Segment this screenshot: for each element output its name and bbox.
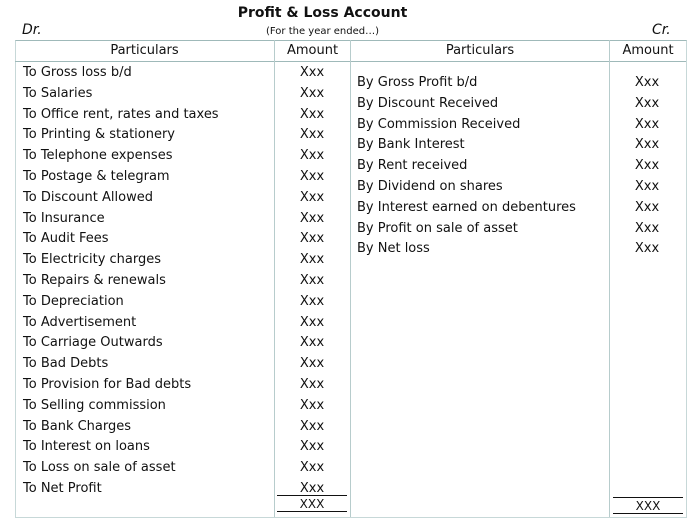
ledger-particular: To Repairs & renewals — [23, 273, 166, 288]
ledger-amount: Xxx — [299, 335, 325, 351]
ledger-amount: Xxx — [299, 439, 325, 455]
ledger-particular: By Profit on sale of asset — [357, 220, 518, 236]
ledger-particular: To Advertisement — [23, 314, 137, 330]
account-title: Profit & Loss Account — [237, 5, 408, 21]
ledger-particular: To Carriage Outwards — [23, 335, 163, 351]
ledger-particular: To Salaries — [23, 85, 93, 101]
left-particulars-header: Particulars — [110, 43, 179, 58]
ledger-amount: Xxx — [299, 397, 325, 413]
ledger-particular: To Postage & telegram — [23, 169, 170, 184]
debit-total: XXX — [299, 497, 325, 511]
debit-side-label: Dr. — [22, 22, 42, 38]
ledger-amount: Xxx — [299, 356, 325, 372]
column-divider-2 — [350, 40, 351, 517]
ledger-particular: By Net loss — [357, 241, 430, 257]
credit-total-bottom-rule — [613, 513, 683, 514]
ledger-particular: To Provision for Bad debts — [23, 377, 192, 392]
ledger-amount: Xxx — [634, 241, 660, 257]
ledger-particular: To Gross loss b/d — [23, 65, 132, 80]
ledger-particular: To Bank Charges — [23, 418, 132, 434]
credit-side-label: Cr. — [652, 22, 671, 38]
ledger-amount: Xxx — [299, 127, 325, 143]
ledger-particular: By Gross Profit b/d — [357, 75, 478, 90]
ledger-particular: To Insurance — [23, 210, 105, 226]
ledger-particular: By Commission Received — [357, 116, 521, 132]
ledger-particular: By Bank Interest — [357, 137, 465, 153]
ledger-particular: To Discount Allowed — [23, 189, 153, 205]
right-particulars-header: Particulars — [445, 43, 515, 58]
credit-total-top-rule — [613, 497, 683, 498]
ledger-amount: Xxx — [299, 460, 325, 476]
ledger-particular: To Loss on sale of asset — [23, 460, 176, 476]
ledger-particular: To Selling commission — [23, 397, 166, 413]
ledger-amount: Xxx — [299, 106, 325, 122]
ledger-amount: Xxx — [299, 377, 325, 392]
ledger-particular: To Electricity charges — [23, 252, 162, 268]
debit-total-top-rule — [277, 495, 347, 496]
ledger-amount: Xxx — [634, 137, 660, 153]
ledger-amount: Xxx — [634, 158, 660, 174]
credit-total: XXX — [635, 499, 661, 513]
debit-total-bottom-rule — [277, 511, 347, 512]
ledger-particular: To Office rent, rates and taxes — [23, 106, 219, 122]
ledger-particular: To Printing & stationery — [23, 127, 176, 143]
ledger-particular: By Interest earned on debentures — [357, 199, 576, 215]
ledger-amount: Xxx — [299, 148, 325, 164]
ledger-particular: By Dividend on shares — [357, 179, 503, 194]
ledger-amount: Xxx — [299, 210, 325, 226]
ledger-amount: Xxx — [299, 293, 325, 309]
ledger-particular: To Interest on loans — [23, 439, 150, 455]
ledger-particular: By Discount Received — [357, 95, 499, 111]
ledger-amount: Xxx — [299, 169, 325, 184]
ledger-particular: To Net Profit — [23, 481, 102, 496]
ledger-amount: Xxx — [299, 189, 325, 205]
ledger-particular: To Audit Fees — [23, 231, 109, 247]
account-subtitle: (For the year ended…) — [265, 26, 380, 37]
column-divider-1 — [274, 40, 275, 517]
ledger-amount: Xxx — [634, 199, 660, 215]
ledger-amount: Xxx — [634, 179, 660, 194]
ledger-amount: Xxx — [299, 252, 325, 268]
ledger-amount: Xxx — [634, 116, 660, 132]
ledger-particular: To Depreciation — [23, 293, 124, 309]
ledger-particular: To Bad Debts — [23, 356, 109, 372]
ledger-amount: Xxx — [299, 314, 325, 330]
ledger-amount: Xxx — [634, 220, 660, 236]
ledger-particular: By Rent received — [357, 158, 468, 174]
right-amount-header: Amount — [622, 43, 674, 58]
ledger-amount: Xxx — [634, 95, 660, 111]
ledger-amount: Xxx — [299, 231, 325, 247]
ledger-amount: Xxx — [634, 75, 660, 90]
column-divider-3 — [609, 40, 610, 517]
left-amount-header: Amount — [286, 43, 339, 58]
ledger-amount: Xxx — [299, 418, 325, 434]
ledger-amount: Xxx — [299, 273, 325, 288]
ledger-amount: Xxx — [299, 85, 325, 101]
ledger-particular: To Telephone expenses — [23, 148, 173, 164]
ledger-amount: Xxx — [299, 65, 325, 80]
ledger-amount: Xxx — [299, 481, 325, 496]
